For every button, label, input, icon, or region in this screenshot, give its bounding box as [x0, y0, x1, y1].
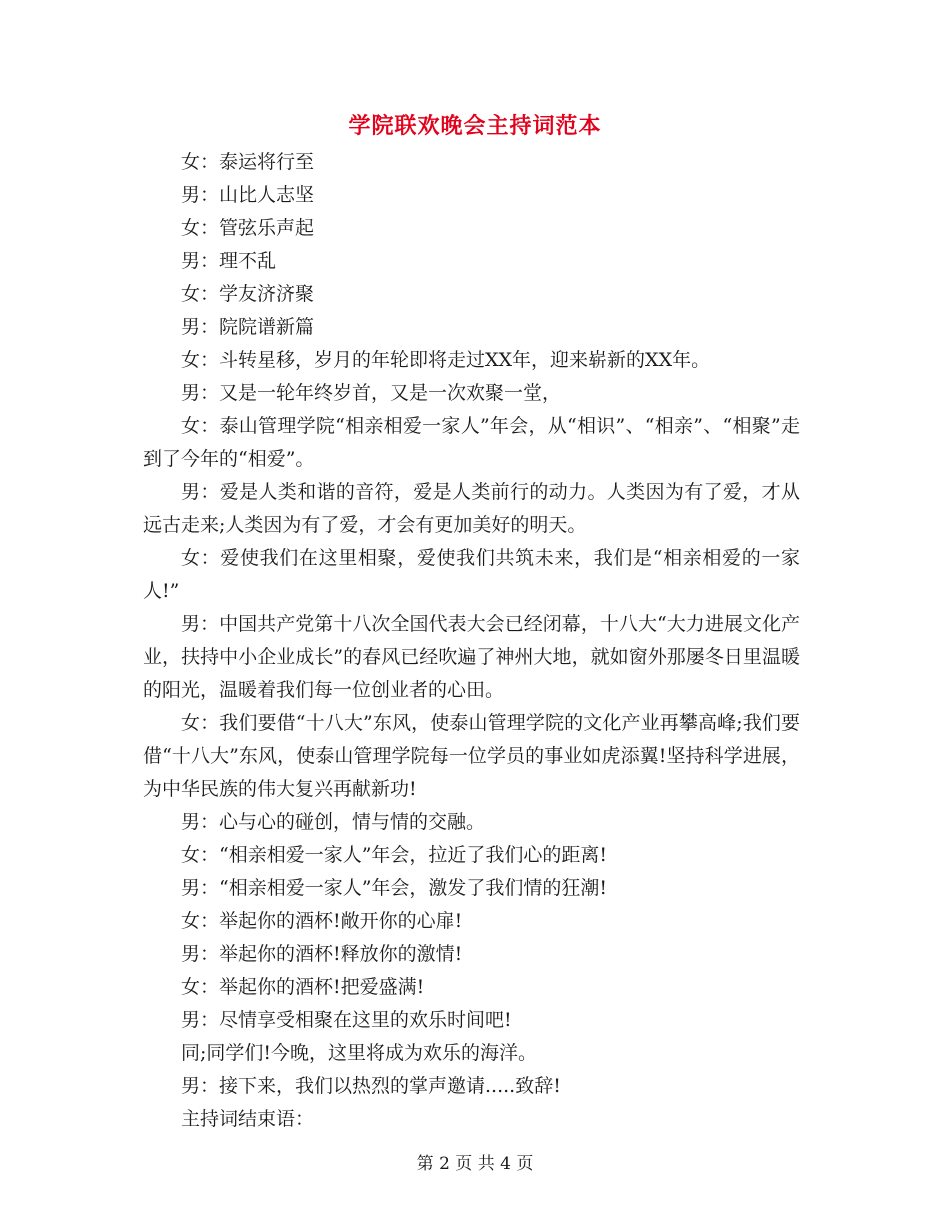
paragraph: 男：又是一轮年终岁首，又是一次欢聚一堂，: [181, 382, 562, 404]
paragraph: 男：尽情享受相聚在这里的欢乐时间吧!: [181, 1009, 512, 1031]
document-title: 学院联欢晚会主持词范本: [348, 113, 602, 139]
paragraph: 女：斗转星移，岁月的年轮即将走过XX年，迎来崭新的XX年。: [181, 349, 711, 371]
paragraph: 女：举起你的酒杯!把爱盛满!: [181, 976, 425, 998]
paragraph: 女：管弦乐声起: [181, 217, 315, 239]
paragraph: 男：中国共产党第十八次全国代表大会已经闭幕，十八大“大力进展文化产业，扶持中小企业成长”的春风已经吹遍了神州大地，就如窗外那屡冬日里温暖的阳光，温暖着我们每一位创业者的心田。: [143, 613, 800, 701]
paragraph: 主持词结束语：: [181, 1108, 315, 1130]
paragraph: 女：爱使我们在这里相聚，爱使我们共筑未来，我们是“相亲相爱的一家人!”: [143, 547, 800, 602]
paragraph: 男：理不乱: [181, 250, 277, 272]
paragraph: 女：学友济济聚: [181, 283, 315, 305]
paragraph: 女：泰山管理学院“相亲相爱一家人”年会，从“相识”、“相亲”、“相聚”走到了今年的“相爱”。: [143, 415, 800, 470]
paragraph: 女：泰运将行至: [181, 151, 315, 173]
paragraph: 男：心与心的碰创，情与情的交融。: [181, 811, 486, 833]
paragraph: 同;同学们!今晚，这里将成为欢乐的海洋。: [181, 1042, 538, 1064]
paragraph: 男：爱是人类和谐的音符，爱是人类前行的动力。人类因为有了爱，才从远古走来;人类因为有了爱，才会有更加美好的明天。: [143, 481, 800, 536]
paragraph: 男：山比人志坚: [181, 184, 315, 206]
paragraph: 女：举起你的酒杯!敞开你的心扉!: [181, 910, 463, 932]
paragraph: 女：我们要借“十八大”东风，使泰山管理学院的文化产业再攀高峰;我们要借“十八大”东风，使泰山管理学院每一位学员的事业如虎添翼!坚持科学进展，为中华民族的伟大复兴再献新功!: [143, 712, 800, 800]
paragraph: 男：“相亲相爱一家人”年会，激发了我们情的狂潮!: [181, 877, 608, 899]
page-number-footer: 第 2 页 共 4 页: [416, 1154, 534, 1174]
paragraph: 女：“相亲相爱一家人”年会，拉近了我们心的距离!: [181, 844, 608, 866]
document-body: [143, 146, 800, 1136]
paragraph: 男：接下来，我们以热烈的掌声邀请.....致辞!: [181, 1075, 561, 1097]
paragraph: 男：院院谱新篇: [181, 316, 315, 338]
paragraph: 男：举起你的酒杯!释放你的激情!: [181, 943, 463, 965]
